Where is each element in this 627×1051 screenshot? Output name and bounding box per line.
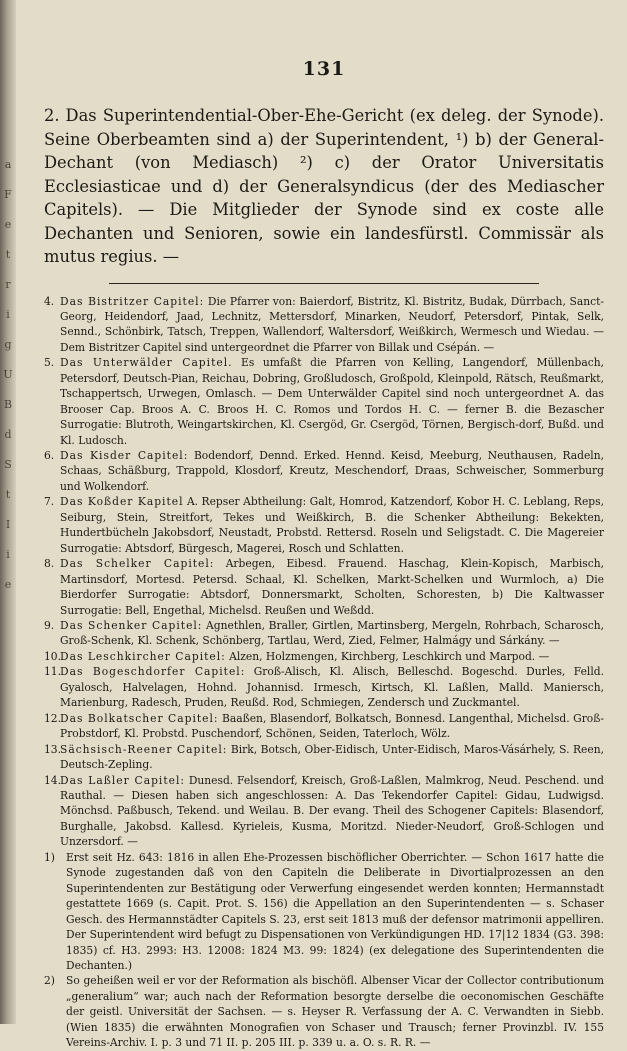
section-text: Das Superintendential-Ober-Ehe-Gericht (ex deleg. der Synode). Seine Oberbeamten sind a) der Superintendent, ¹) b) der General-Dechant (von Mediasch) ²) c) der Orator Universitatis Ecclesiasticae und d) der Generalsyndicus (der des Mediascher Capitels). — Die Mitglieder der Synode sind ex coste alle Dechanten und Senioren, sowie ein landesfürstl. Commissär als mutus regius. —	[44, 106, 604, 266]
chapter-entry	[44, 294, 604, 356]
entry-text: Groß-Alisch, Kl. Alisch, Belleschd. Bogeschd. Durles, Felld. Gyalosch, Halvelagen, Hohnd. Johannisd. Irmesch, Kirtsch, Kl. Laßlen, Malld. Maniersch, Marienburg, Radesch, Pruden, Reußd. Rod, Schmiegen, Zendersch und Zuckmantel.	[60, 665, 604, 710]
chapter-entry	[44, 494, 604, 556]
chapter-entry	[44, 664, 604, 710]
chapter-entry	[44, 618, 604, 649]
chapter-entry	[44, 773, 604, 850]
gutter-mark: i	[6, 548, 10, 561]
chapter-entry	[44, 448, 604, 494]
entry-number: 10.	[44, 649, 61, 663]
section-number: 2.	[44, 106, 60, 125]
entry-number: 6.	[44, 449, 55, 463]
gutter-mark: r	[5, 278, 11, 291]
entry-number: 14.	[44, 773, 61, 787]
gutter-mark: e	[4, 578, 12, 591]
entry-text: Arbegen, Eibesd. Frauend. Haschag, Klein-Kopisch, Marbisch, Martinsdorf, Mortesd. Petersd. Schaal, Kl. Schelken, Markt-Schelken und Wurmloch, a) Die Bierdorfer Surrogatie: Abtsdorf, Donnersmarkt, Scholten, Schoresten, b) Die Kaltwasser Surrogatie: Bell, Engethal, Michelsd. Reußen und Weßdd.	[60, 557, 604, 617]
entry-number: 4.	[44, 294, 55, 308]
entry-number: 11.	[44, 665, 61, 679]
chapter-entry	[44, 355, 604, 448]
chapter-name: Das Leschkircher Capitel:	[60, 649, 226, 663]
entry-text: Baaßen, Blasendorf, Bolkatsch, Bonnesd. Langenthal, Michelsd. Groß-Probstdorf, Kl. Probstd. Puschendorf, Schönen, Seiden, Taterloch, Wölz.	[60, 711, 604, 741]
entry-text: Alzen, Holzmengen, Kirchberg, Leschkirch und Marpod. —	[229, 649, 550, 663]
chapter-name: Das Bolkatscher Capitel:	[60, 711, 219, 725]
chapter-entry	[44, 711, 604, 742]
section-divider	[109, 283, 539, 284]
entry-text: Die Pfarrer von: Baierdorf, Bistritz, Kl. Bistritz, Budak, Dürrbach, Sanct-Georg, Heidendorf, Jaad, Lechnitz, Mettersdorf, Minarken, Neudorf, Petersdorf, Pintak, Selk, Sennd., Schönbirk, Tatsch, Treppen, Wallendorf, Waltersdorf, Weißkirch, Wermesch und Wiedau. — Dem Bistritzer Capitel sind untergeordnet die Pfarrer von Billak und Csépán. —	[60, 294, 604, 354]
entry-number: 5.	[44, 356, 55, 370]
chapter-list	[44, 294, 604, 850]
chapter-name: Sächsisch-Reener Capitel:	[60, 742, 228, 756]
footnote	[44, 850, 604, 974]
footnote-text: Erst seit Hz. 643: 1816 in allen Ehe-Prozessen bischöflicher Oberrichter. — Schon 1617 hatte die Synode zugestanden daß von den Capiteln die Deliberate in Divortialprozessen an den Superintendenten zur Bestätigung oder Verwerfung eingesendet werden konnten; Hermannstadt gestattete 1669 (s. Capit. Prot. S. 156) die Appellation an den Superintendenten — s. Schaser Gesch. des Hermannstädter Capitels S. 23, erst seit 1813 muß der defensor matrimonii appelliren. Der Superintendent wird befugt zu Dispensationen von Verkündigungen HD. 17|12 1834 (G3. 398: 1835) cf. H3. 2993: H3. 12008: 1824 M3. 99: 1824) (ex delegatione des Superintendenten die Dechanten.)	[66, 850, 604, 972]
chapter-name: Das Schenker Capitel:	[60, 619, 203, 633]
gutter-mark: U	[3, 368, 13, 381]
chapter-name: Das Schelker Capitel:	[60, 557, 215, 571]
footnote	[44, 973, 604, 1050]
footnote-text: So geheißen weil er vor der Reformation als bischöfl. Albenser Vicar der Collector contributionum „generalium“ war; auch nach der Reformation besorgte derselbe die oeconomischen Geschäfte der geistl. Universität der Sachsen. — s. Heyser R. Verfassung der A. C. Verwandten in Siebb. (Wien 1835) die erwähnten Monografien von Schaser und Trausch; ferner Provinzbl. IV. 155 Vereins-Archiv. I. p. 3 und 71 II. p. 205 III. p. 339 u. a. O. s. R. R. —	[66, 974, 604, 1050]
entry-text: Dunesd. Felsendorf, Kreisch, Groß-Laßlen, Malmkrog, Neud. Peschend. und Rauthal. — Diesen haben sich angeschlossen: A. Das Tekendorfer Capitel: Gidau, Ludwigsd. Mönchsd. Paßbusch, Tekend. und Weilau. B. Der evang. Theil des Schogener Capitels: Blasendorf, Burghalle, Jakobsd. Kallesd. Kyrieleis, Kusma, Moritzd. Nieder-Neudorf, Groß-Schlogen und Unzersdorf. —	[60, 773, 604, 849]
chapter-name: Das Bogeschdorfer Capitel:	[60, 665, 246, 679]
entry-number: 12.	[44, 711, 61, 725]
chapter-entry	[44, 649, 604, 664]
chapter-name: Das Bistritzer Capitel:	[60, 294, 205, 308]
chapter-entry	[44, 742, 604, 773]
chapter-name: Das Laßler Capitel:	[60, 773, 185, 787]
entry-number: 7.	[44, 495, 55, 509]
gutter-mark: i	[6, 308, 10, 321]
gutter-mark: a	[4, 158, 12, 171]
gutter-mark: F	[4, 188, 12, 201]
gutter-mark: e	[4, 218, 12, 231]
page-number: 131	[302, 58, 346, 80]
entry-number: 8.	[44, 557, 55, 571]
gutter-mark: I	[5, 518, 11, 531]
book-page	[44, 58, 604, 1051]
gutter-mark: S	[4, 458, 12, 471]
entry-text: Bodendorf, Dennd. Erked. Hennd. Keisd, Meeburg, Neuthausen, Radeln, Schaas, Schäßburg, Trappold, Klosdorf, Kreutz, Meschendorf, Draas, Schweischer, Sommerburg und Wolkendorf.	[60, 449, 604, 493]
chapter-name: Das Kisder Capitel:	[60, 449, 189, 463]
entry-text: Es umfaßt die Pfarren von Kelling, Langendorf, Müllenbach, Petersdorf, Deutsch-Pian, Reichau, Dobring, Großludosch, Großpold, Kleinpold, Rätsch, Reußmarkt, Tschappertsch, Urwegen, Omlasch. — Dem Unterwälder Capitel sind noch untergeordnet A. das Brooser Cap. Broos A. C. Broos H. C. Romos und Tordos H. C. — ferner B. die Bezascher Surrogatie: Blutroth, Weingartskirchen, Kl. Csergöd, Gr. Csergöd, Törnen, Bergisch-dorf, Bußd. und Kl. Ludosch.	[60, 356, 605, 447]
gutter-mark: d	[4, 428, 12, 441]
entry-text: A. Repser Abtheilung: Galt, Homrod, Katzendorf, Kobor H. C. Leblang, Reps, Seiburg, Stein, Streitfort, Tekes und Weißkirch, B. die Schenker Abtheilung: Bekekten, Hundertbücheln Jakobsdorf, Neustadt, Probstd. Rettersd. Roseln und Seligstadt. C. Die Magereier Surrogatie: Abtsdorf, Bürgesch, Magerei, Rosch und Schlatten.	[60, 495, 604, 555]
gutter-mark: t	[5, 488, 11, 501]
entry-number: 9.	[44, 619, 55, 633]
footnote-mark: 2)	[44, 974, 55, 988]
footnotes	[44, 850, 604, 1051]
chapter-name: Das Unterwälder Capitel.	[60, 356, 233, 370]
entry-text: Birk, Botsch, Ober-Eidisch, Unter-Eidisch, Maros-Vásárhely, S. Reen, Deutsch-Zepling.	[60, 742, 604, 772]
gutter-mark: t	[5, 248, 11, 261]
entry-text: Agnethlen, Braller, Girtlen, Martinsberg, Mergeln, Rohrbach, Scharosch, Groß-Schenk, Kl. Schenk, Schönberg, Tartlau, Werd, Zied, Felmer, Halmágy und Sárkány. —	[60, 619, 604, 648]
chapter-entry	[44, 556, 604, 618]
gutter-letters	[0, 0, 16, 1024]
gutter-mark: g	[4, 338, 12, 351]
section-paragraph	[44, 104, 604, 269]
gutter-mark: B	[3, 398, 13, 411]
chapter-name: Das Koßder Kapitel	[60, 495, 184, 509]
entry-number: 13.	[44, 742, 61, 756]
footnote-mark: 1)	[44, 850, 55, 864]
